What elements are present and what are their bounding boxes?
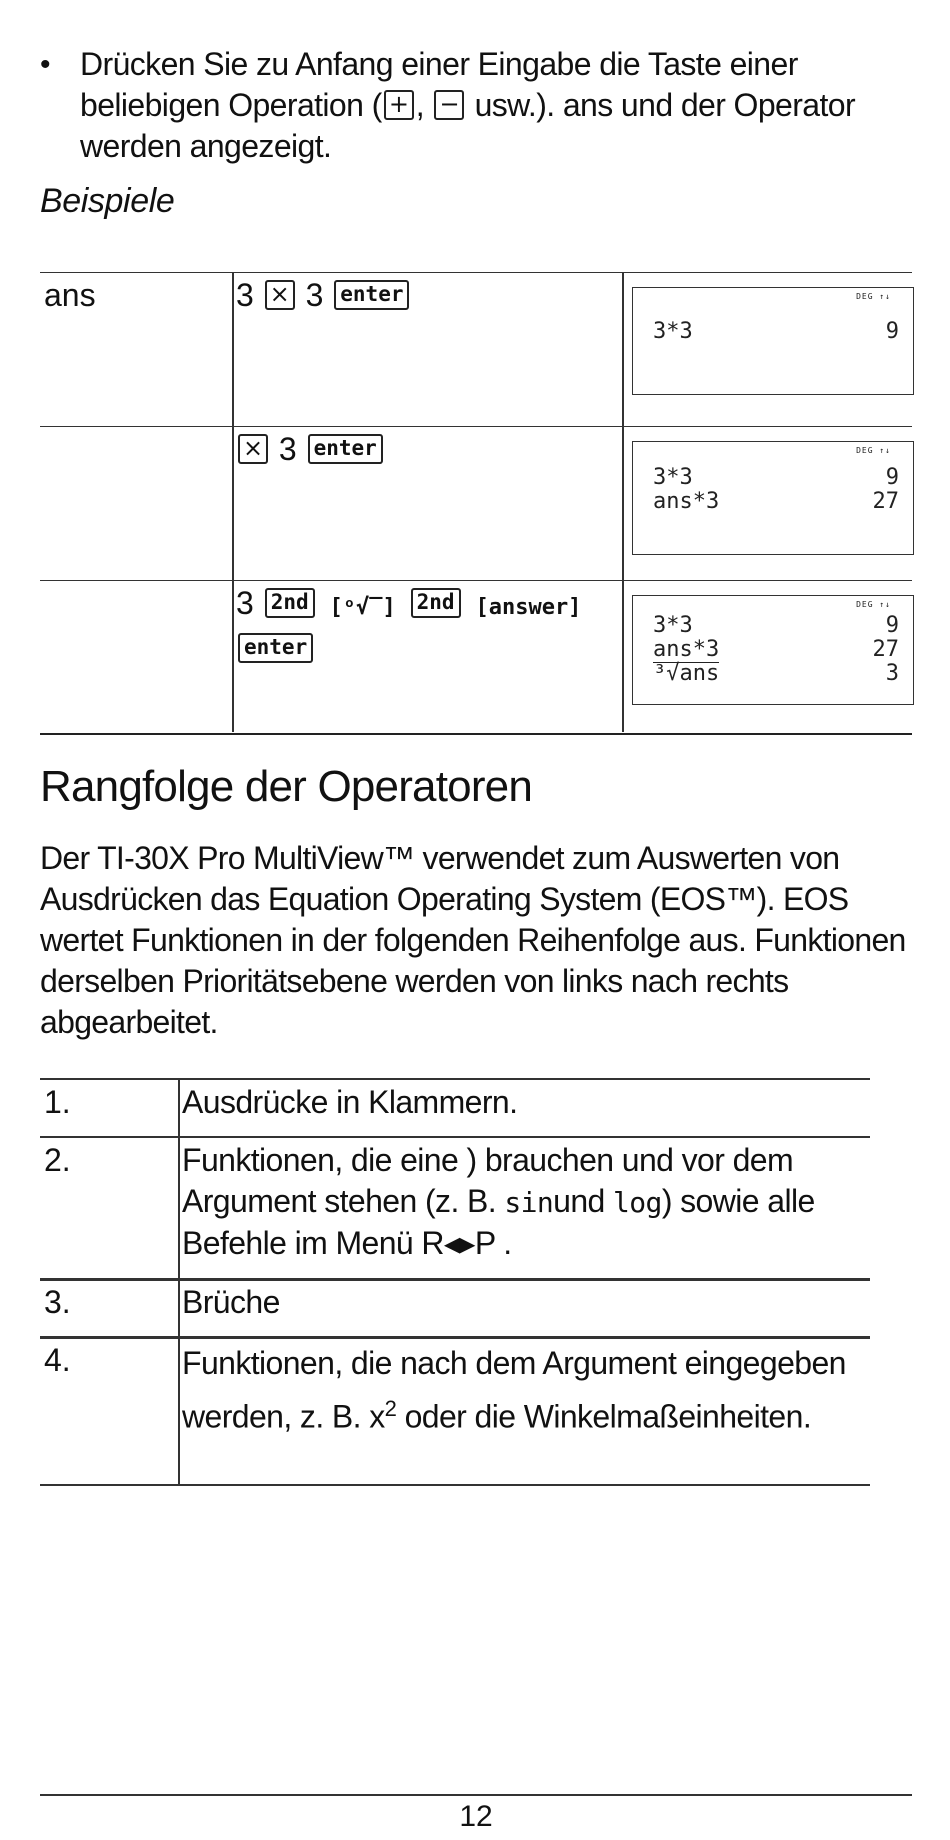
- screen-expr: 3*3: [653, 613, 693, 638]
- example-row: [40, 272, 912, 427]
- example-keys: [236, 583, 606, 668]
- function-name: sin: [504, 1186, 554, 1219]
- table-divider: [178, 1078, 180, 1484]
- text-part: Funktionen, die eine ) brauchen und vor dem Argument stehen (z. B.: [182, 1142, 794, 1219]
- screen-indicators: DEG ↑↓: [856, 292, 891, 301]
- bullet-line-1: Drücken Sie zu Anfang einer Eingabe die Taste einer: [80, 46, 798, 82]
- enter-key-icon: enter: [308, 434, 383, 464]
- priority-number: 4.: [44, 1342, 71, 1378]
- screen-result: 27: [872, 489, 899, 514]
- body-paragraph: Der TI-30X Pro MultiView™ verwendet zum Auswerten von Ausdrücken das Equation Operating System (EOS™). EOS wertet Funktionen in der folgenden Reihenfolge aus. Funktionen derselben Prioritätsebene werden von links nach rechts abgearbeitet.: [40, 840, 906, 1040]
- screen-expr: ans*3: [653, 489, 720, 514]
- superscript: 2: [384, 1396, 397, 1421]
- screen-indicators: DEG ↑↓: [856, 600, 891, 609]
- answer-function-label: [answer]: [475, 595, 582, 620]
- calculator-screen: [632, 287, 914, 395]
- section-title: Rangfolge der Operatoren: [40, 762, 533, 811]
- priority-row: [40, 1136, 870, 1278]
- screen-line: [653, 662, 899, 686]
- screen-line: [653, 466, 899, 490]
- screen-result: 3: [885, 661, 899, 686]
- second-key-icon: 2nd: [265, 588, 315, 618]
- key-digit: 3: [305, 277, 324, 313]
- priority-number: 3.: [44, 1284, 71, 1320]
- example-row: [40, 580, 912, 735]
- table-divider: [622, 272, 624, 732]
- example-keys: [236, 429, 606, 469]
- bullet-line-2-suffix: usw.). ans und der Operator: [474, 87, 856, 123]
- screen-line: [653, 320, 899, 344]
- key-digit: 3: [278, 431, 297, 467]
- priority-number: 1.: [44, 1084, 71, 1120]
- screen-expr: 3*3: [653, 319, 693, 344]
- screen-line: [653, 614, 899, 638]
- bullet-text: [80, 44, 940, 167]
- example-keys: [236, 275, 606, 315]
- table-rule: [40, 1484, 870, 1486]
- second-key-icon: 2nd: [411, 588, 461, 618]
- screen-line: [653, 638, 899, 662]
- example-row: [40, 426, 912, 581]
- root-function-label: [ᵒ√‾]: [329, 595, 396, 620]
- priority-row: [40, 1336, 870, 1484]
- text-part: ) sowie alle Befehle im Menü R◂▸P .: [182, 1183, 815, 1261]
- priority-number: 2.: [44, 1142, 71, 1178]
- bullet-line-2: [80, 85, 940, 126]
- multiply-key-icon: ×: [238, 434, 268, 464]
- page-number: 12: [459, 1800, 493, 1833]
- enter-key-icon: enter: [334, 280, 409, 310]
- priority-row: [40, 1278, 870, 1336]
- bullet-dot: •: [40, 48, 51, 81]
- screen-expr: ³√ans: [653, 661, 720, 686]
- plus-key-icon: +: [384, 90, 414, 120]
- priority-text: [182, 1340, 862, 1440]
- screen-expr: 3*3: [653, 465, 693, 490]
- priority-text: Ausdrücke in Klammern.: [182, 1084, 518, 1120]
- calculator-screen: [632, 441, 914, 555]
- priority-text: Brüche: [182, 1284, 280, 1320]
- screen-result: 9: [885, 465, 899, 490]
- key-digit: 3: [236, 277, 254, 313]
- key-digit: 3: [236, 585, 254, 621]
- screen-result: 9: [885, 613, 899, 638]
- examples-heading: Beispiele: [40, 182, 175, 220]
- example-label: ans: [44, 277, 96, 313]
- text-part: Funktionen, die nach dem Argument eingegeben werden, z. B. x: [182, 1345, 846, 1435]
- table-divider: [232, 272, 234, 732]
- multiply-key-icon: ×: [265, 280, 295, 310]
- screen-result: 9: [885, 319, 899, 344]
- priority-row: [40, 1078, 870, 1136]
- priority-text: [182, 1140, 862, 1264]
- screen-indicators: DEG ↑↓: [856, 446, 891, 455]
- screen-result: 27: [872, 637, 899, 662]
- screen-line: [653, 490, 899, 514]
- separator: ,: [415, 87, 424, 123]
- enter-key-icon: enter: [238, 633, 313, 663]
- bullet-line-2-prefix: beliebigen Operation (: [80, 87, 382, 123]
- calculator-screen: [632, 595, 914, 705]
- text-part: oder die Winkelmaßeinheiten.: [396, 1398, 812, 1435]
- function-name: log: [613, 1186, 662, 1219]
- bullet-line-3: werden angezeigt.: [80, 128, 332, 164]
- screen-expr: ans*3: [653, 637, 720, 662]
- text-part: und: [553, 1183, 614, 1219]
- minus-key-icon: −: [434, 90, 464, 120]
- footer-rule: [40, 1794, 912, 1796]
